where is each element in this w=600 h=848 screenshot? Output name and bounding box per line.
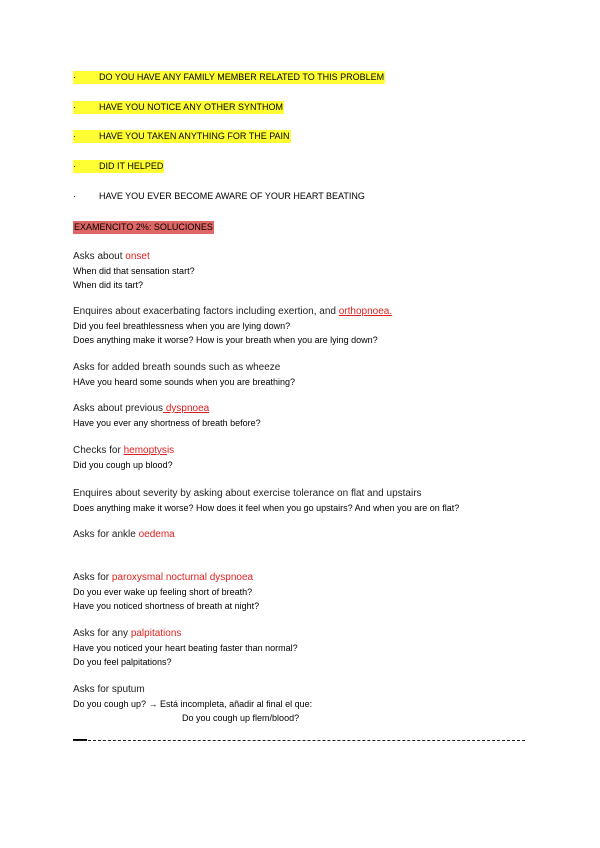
question-line: Does anything make it worse? How does it feel when you go upstairs? And when you are on flat? [73,503,460,513]
item-lead: Asks for added breath sounds such as wheeze [73,362,281,373]
item-breath-sounds [73,361,295,389]
term-highlight: paroxysmal nocturnal dyspnoea [111,572,254,583]
bullet-family-member [73,71,385,84]
bullet-marker: · [73,160,99,173]
item-lead: Asks about onset [73,251,150,262]
question-line: Does anything make it worse? How is your breath when you are lying down? [73,335,378,345]
bullet-text: DO YOU HAVE ANY FAMILY MEMBER RELATED TO THIS PROBLEM [99,72,385,82]
term-highlight: orthopnoea. [338,306,393,317]
question-line: HAve you heard some sounds when you are breathing? [73,377,295,387]
term-highlight: dyspnoea [163,403,210,414]
question-line: Have you noticed your heart beating faster than normal? [73,643,298,653]
question-line: Did you feel breathlessness when you are lying down? [73,321,291,331]
question-line: Did you cough up blood? [73,460,173,470]
question-line: Have you noticed shortness of breath at night? [73,601,260,611]
section-title: EXAMENCITO 2%: SOLUCIONES [74,222,213,232]
bullet-text: HAVE YOU EVER BECOME AWARE OF YOUR HEART BEATING [99,191,365,201]
question-line: Do you feel palpitations? [73,657,172,667]
item-severity [73,487,459,515]
item-lead: Asks for any palpitations [73,628,182,639]
item-palpitations [73,627,298,669]
bullet-taken-anything [73,130,291,143]
item-oedema [73,528,175,542]
question-line-indented: Do you cough up flem/blood? [182,713,300,723]
item-paroxysmal-nocturnal-dyspnoea [73,571,259,613]
term-highlight: palpitations [130,628,182,639]
bullet-did-it-help [73,160,164,173]
bullet-heart-beating [73,190,365,203]
term-highlight: oedema [138,529,175,540]
term-highlight: hemoptys [123,445,167,456]
item-lead: Asks for ankle oedema [73,529,175,540]
item-lead: Asks about previous dyspnoea [73,403,210,414]
bullet-marker: · [73,130,99,143]
item-onset [73,250,195,292]
question-line: Have you ever any shortness of breath before? [73,418,261,428]
item-lead: Enquires about exacerbating factors including exertion, and orthopnoea. [73,306,393,317]
bullet-text: HAVE YOU TAKEN ANYTHING FOR THE PAIN [99,131,290,141]
bullet-marker: · [73,101,99,114]
bullet-marker: · [73,191,76,201]
item-lead: Enquires about severity by asking about exercise tolerance on flat and upstairs [73,488,422,499]
question-line: When did that sensation start? [73,266,195,276]
item-dyspnoea [73,402,261,430]
question-line: Do you cough up? → Está incompleta, añadir al final el que: [73,699,313,709]
term-highlight: onset [125,251,150,262]
item-lead: Checks for hemoptysis [73,445,175,456]
dashed-divider [73,740,525,741]
question-line: Do you ever wake up feeling short of breath? [73,587,253,597]
bullet-marker: · [73,71,99,84]
item-hemoptysis [73,444,174,472]
item-sputum [73,683,312,725]
item-exacerbating-factors [73,305,392,347]
bullet-other-symptom [73,101,284,114]
bullet-text: DID IT HELPED [99,161,164,171]
item-lead: Asks for paroxysmal nocturnal dyspnoea [73,572,254,583]
item-lead: Asks for sputum [73,684,145,695]
bullet-text: HAVE YOU NOTICE ANY OTHER SYNTHOM [99,102,284,112]
question-line: When did its tart? [73,280,144,290]
